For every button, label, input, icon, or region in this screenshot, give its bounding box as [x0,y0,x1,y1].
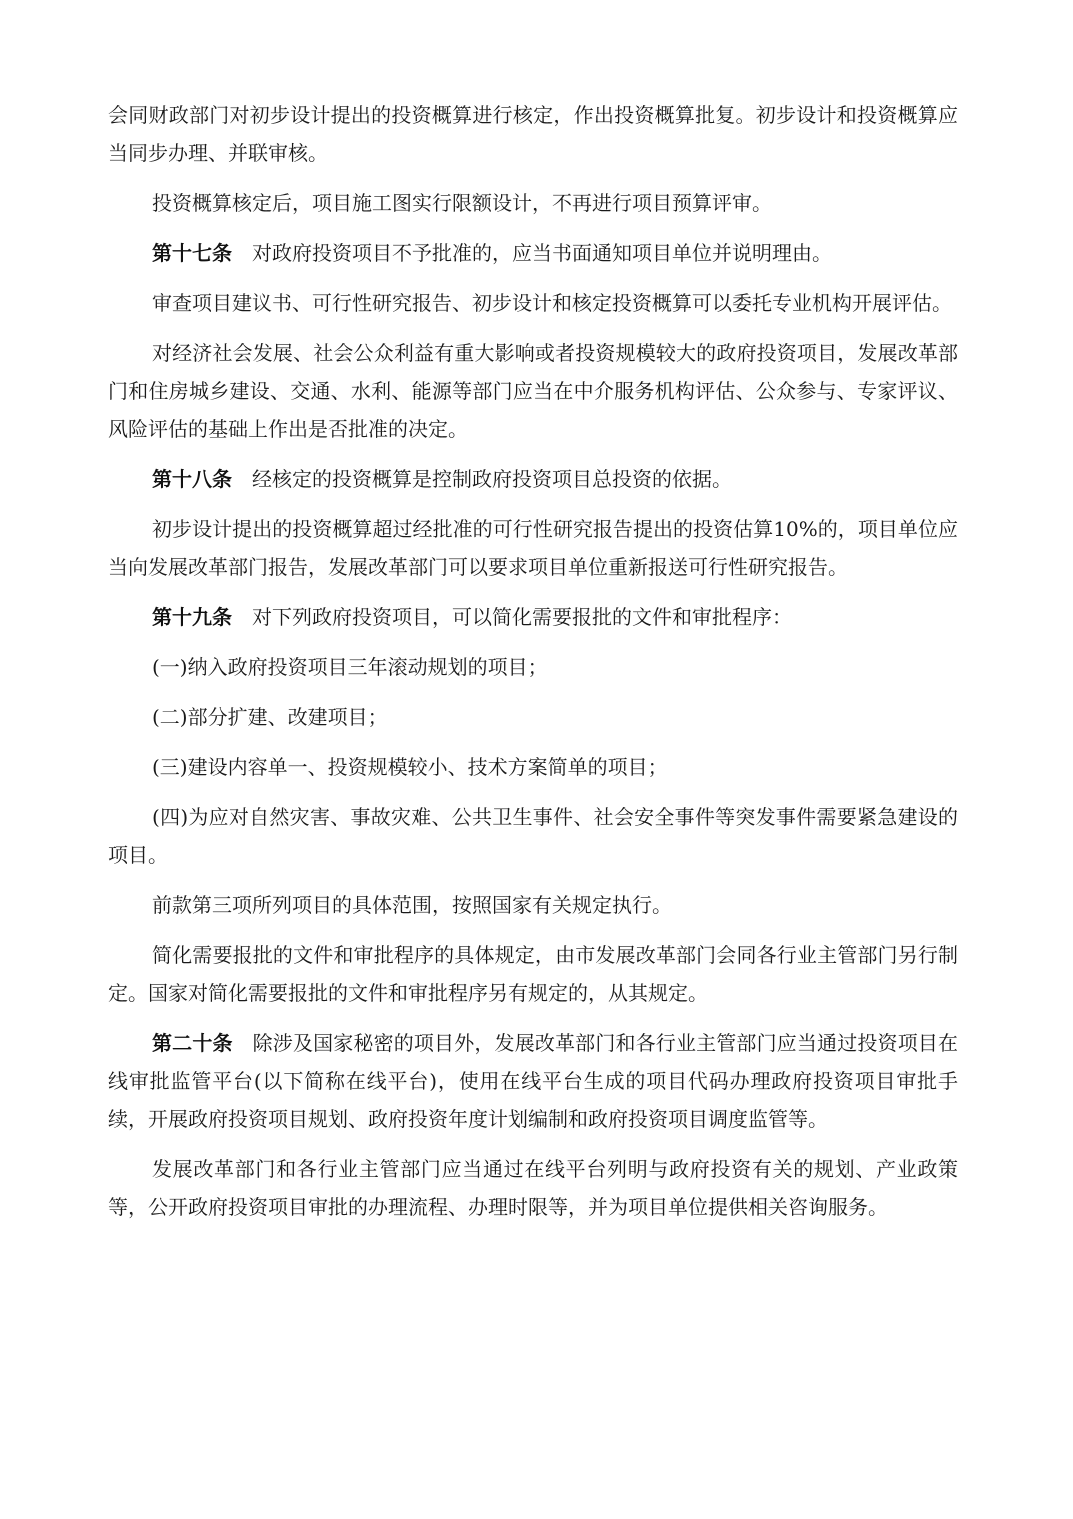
paragraph [108,284,958,322]
paragraph-text: 对政府投资项目不予批准的，应当书面通知项目单位并说明理由。 [252,241,832,265]
paragraph [108,748,958,786]
paragraph-text: 初步设计提出的投资概算超过经批准的可行性研究报告提出的投资估算10%的，项目单位应当向发展改革部门报告，发展改革部门可以要求项目单位重新报送可行性研究报告。 [108,517,958,579]
paragraph [108,96,958,172]
paragraph [108,698,958,736]
paragraph [108,598,958,636]
article-number: 第二十条 [152,1031,233,1055]
paragraph [108,886,958,924]
paragraph-text: 除涉及国家秘密的项目外，发展改革部门和各行业主管部门应当通过投资项目在线审批监管平台(以下简称在线平台)，使用在线平台生成的项目代码办理政府投资项目审批手续，开展政府投资项目规划、政府投资年度计划编制和政府投资项目调度监管等。 [108,1031,959,1131]
paragraph [108,460,958,498]
document-body [108,96,958,1238]
article-number: 第十九条 [152,605,232,629]
paragraph-text: 对经济社会发展、社会公众利益有重大影响或者投资规模较大的政府投资项目，发展改革部门和住房城乡建设、交通、水利、能源等部门应当在中介服务机构评估、公众参与、专家评议、风险评估的基础上作出是否批准的决定。 [108,341,958,441]
paragraph-text: (一)纳入政府投资项目三年滚动规划的项目； [152,655,548,679]
article-number: 第十八条 [152,467,232,491]
paragraph-text: (四)为应对自然灾害、事故灾难、公共卫生事件、社会安全事件等突发事件需要紧急建设的项目。 [108,805,958,867]
paragraph [108,1024,958,1138]
paragraph-text: 经核定的投资概算是控制政府投资项目总投资的依据。 [252,467,732,491]
paragraph [108,184,958,222]
paragraph [108,510,958,586]
paragraph [108,798,958,874]
paragraph-text: (二)部分扩建、改建项目； [152,705,388,729]
paragraph [108,234,958,272]
paragraph-text: 简化需要报批的文件和审批程序的具体规定，由市发展改革部门会同各行业主管部门另行制定。国家对简化需要报批的文件和审批程序另有规定的，从其规定。 [108,943,958,1005]
paragraph-text: 投资概算核定后，项目施工图实行限额设计，不再进行项目预算评审。 [152,191,772,215]
paragraph [108,936,958,1012]
paragraph-text: 发展改革部门和各行业主管部门应当通过在线平台列明与政府投资有关的规划、产业政策等，公开政府投资项目审批的办理流程、办理时限等，并为项目单位提供相关咨询服务。 [108,1157,958,1219]
paragraph [108,1150,958,1226]
article-number: 第十七条 [152,241,232,265]
paragraph-text: 会同财政部门对初步设计提出的投资概算进行核定，作出投资概算批复。初步设计和投资概算应当同步办理、并联审核。 [108,103,958,165]
paragraph-text: (三)建设内容单一、投资规模较小、技术方案简单的项目； [152,755,668,779]
paragraph-text: 审查项目建议书、可行性研究报告、初步设计和核定投资概算可以委托专业机构开展评估。 [152,291,952,315]
paragraph [108,648,958,686]
paragraph [108,334,958,448]
paragraph-text: 前款第三项所列项目的具体范围，按照国家有关规定执行。 [152,893,672,917]
paragraph-text: 对下列政府投资项目，可以简化需要报批的文件和审批程序： [252,605,792,629]
